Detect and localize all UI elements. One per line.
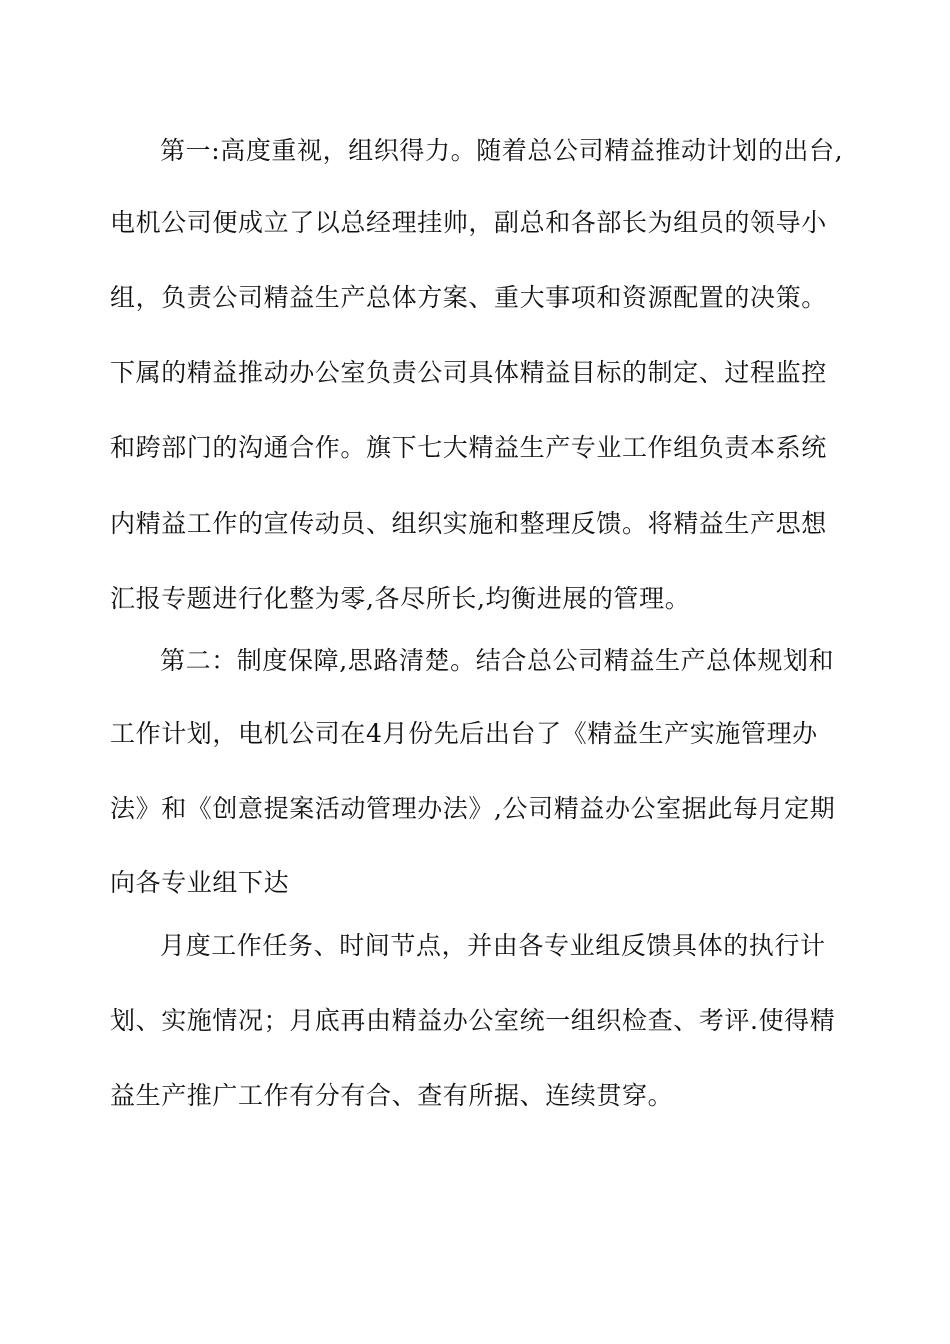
- paragraph-3-line-1: 月度工作任务、时间节点，并由各专业组反馈具体的执行计: [160, 931, 826, 960]
- paragraph-3-line-2: 划、实施情况；月底再由精益办公室统一组织检查、考评.使得精: [110, 1006, 836, 1035]
- paragraph-1-line-4: 下属的精益推动办公室负责公司具体精益目标的制定、过程监控: [110, 358, 827, 387]
- paragraph-1-line-2: 电机公司便成立了以总经理挂帅，副总和各部长为组员的领导小: [110, 208, 827, 237]
- paragraph-2-line-4: 向各专业组下达: [110, 868, 290, 897]
- paragraph-2-line-2: 工作计划，电机公司在4月份先后出台了《精益生产实施管理办: [110, 719, 818, 748]
- paragraph-1-line-5: 和跨部门的沟通合作。旗下七大精益生产专业工作组负责本系统: [110, 433, 827, 462]
- paragraph-2-line-1: 第二：制度保障,思路清楚。结合总公司精益生产总体规划和: [160, 646, 835, 675]
- paragraph-1-line-6: 内精益工作的宣传动员、组织实施和整理反馈。将精益生产思想: [110, 509, 827, 538]
- paragraph-2-line-3: 法》和《创意提案活动管理办法》,公司精益办公室据此每月定期: [110, 794, 836, 823]
- paragraph-1-line-1: 第一:高度重视，组织得力。随着总公司精益推动计划的出台,: [160, 136, 844, 165]
- paragraph-1-line-3: 组，负责公司精益生产总体方案、重大事项和资源配置的决策。: [110, 283, 827, 312]
- paragraph-1-line-7: 汇报专题进行化整为零,各尽所长,均衡进展的管理。: [110, 584, 691, 613]
- paragraph-3-line-3: 益生产推广工作有分有合、查有所据、连续贯穿。: [110, 1081, 674, 1110]
